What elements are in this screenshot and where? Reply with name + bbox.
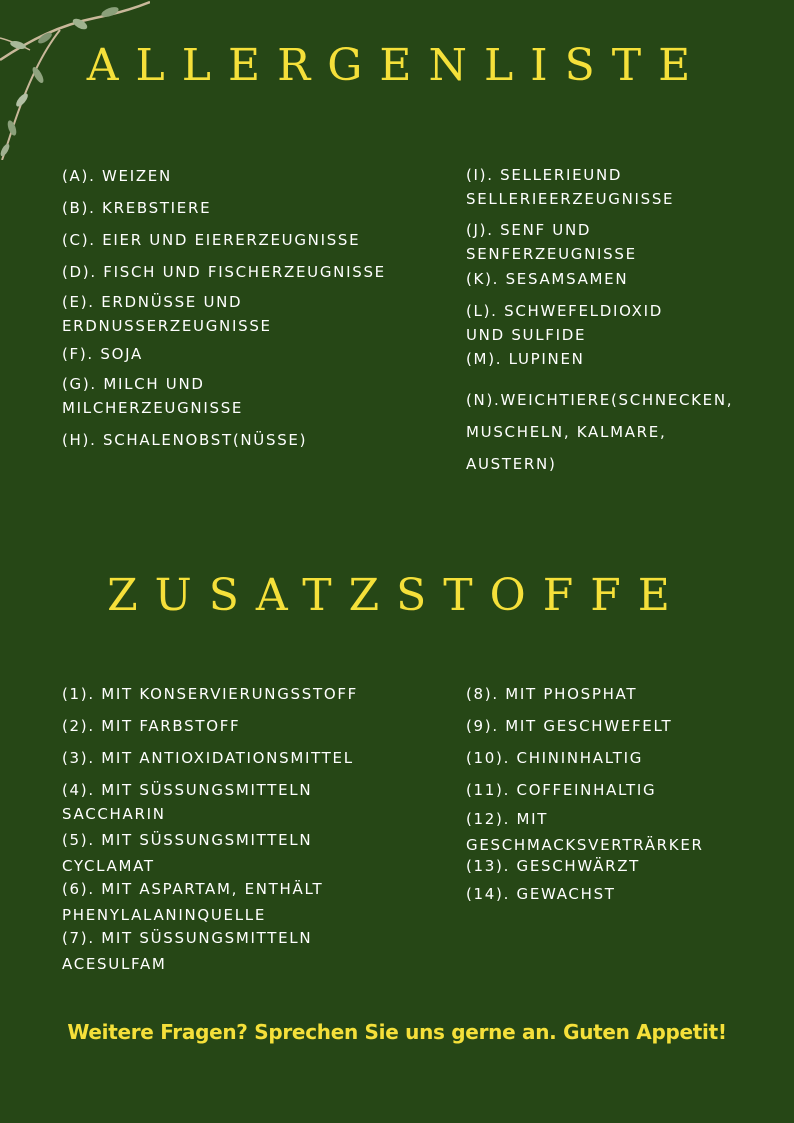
list-item	[466, 778, 656, 802]
allergen-list-title: ALLERGENLISTE	[86, 40, 708, 91]
list-item-line: (7). MIT SÜSSUNGSMITTELN	[62, 929, 313, 947]
list-item-line: (K). SESAMSAMEN	[466, 270, 629, 288]
list-item	[62, 428, 307, 452]
list-item-line: (F). SOJA	[62, 345, 143, 363]
list-item-line: (3). MIT ANTIOXIDATIONSMITTEL	[62, 749, 354, 767]
list-item-line: (11). COFFEINHALTIG	[466, 781, 657, 799]
list-item-line: (10). CHININHALTIG	[466, 749, 644, 767]
list-item	[466, 882, 616, 906]
additives-title: ZUSATZSTOFFE	[107, 570, 687, 621]
footer-message: Weitere Fragen? Sprechen Sie uns gerne an. Guten Appetit!	[67, 1020, 727, 1044]
list-item	[62, 342, 143, 366]
list-item	[62, 827, 312, 879]
list-item-line: ERDNUSSERZEUGNISSE	[62, 317, 272, 335]
list-item-line: (8). MIT PHOSPHAT	[466, 685, 638, 703]
list-item	[62, 372, 243, 420]
list-item-line: (H). SCHALENOBST(NÜSSE)	[62, 431, 308, 449]
list-item-line: (I). SELLERIEUND	[466, 166, 623, 184]
list-item-line: (12). MIT	[466, 810, 549, 828]
list-item-line: (D). FISCH UND FISCHERZEUGNISSE	[62, 263, 386, 281]
list-item	[62, 714, 240, 738]
list-item-line: (G). MILCH UND	[62, 375, 205, 393]
list-item	[62, 164, 172, 188]
list-item-line: (5). MIT SÜSSUNGSMITTELN	[62, 831, 313, 849]
list-item	[466, 299, 663, 347]
list-item	[466, 163, 674, 211]
list-item-line: SELLERIEERZEUGNISSE	[466, 190, 675, 208]
list-item-line: (1). MIT KONSERVIERUNGSSTOFF	[62, 685, 359, 703]
list-item	[62, 925, 312, 977]
list-item-line: (C). EIER UND EIERERZEUGNISSE	[62, 231, 361, 249]
list-item	[62, 260, 386, 284]
list-item-line: (4). MIT SÜSSUNGSMITTELN	[62, 781, 313, 799]
list-item-line: (14). GEWACHST	[466, 885, 616, 903]
list-item	[466, 267, 628, 291]
list-item	[62, 746, 354, 770]
list-item-line: AUSTERN)	[466, 455, 557, 473]
list-item-line: (L). SCHWEFELDIOXID	[466, 302, 664, 320]
list-item-line: (J). SENF UND	[466, 221, 592, 239]
list-item-line: (B). KREBSTIERE	[62, 199, 212, 217]
list-item	[466, 746, 643, 770]
list-item	[466, 854, 640, 878]
list-item	[466, 347, 585, 371]
list-item-line: (9). MIT GESCHWEFELT	[466, 717, 673, 735]
list-item-line: SACCHARIN	[62, 805, 166, 823]
list-item-line: (A). WEIZEN	[62, 167, 172, 185]
list-item	[62, 876, 323, 928]
list-item-line: UND SULFIDE	[466, 326, 587, 344]
list-item	[62, 228, 360, 252]
list-item-line: GESCHMACKSVERTRÄRKER	[466, 836, 704, 854]
list-item	[62, 290, 272, 338]
list-item-line: SENFERZEUGNISSE	[466, 245, 637, 263]
list-item	[466, 806, 704, 858]
list-item	[466, 218, 637, 266]
list-item-line: (13). GESCHWÄRZT	[466, 857, 641, 875]
list-item-line: (N).WEICHTIERE(SCHNECKEN,	[466, 391, 734, 409]
list-item-line: CYCLAMAT	[62, 857, 155, 875]
list-item-line: PHENYLALANINQUELLE	[62, 906, 267, 924]
list-item-line: (6). MIT ASPARTAM, ENTHÄLT	[62, 880, 324, 898]
list-item	[62, 196, 211, 220]
list-item-line: ACESULFAM	[62, 955, 167, 973]
list-item	[62, 778, 312, 826]
list-item-line: (E). ERDNÜSSE UND	[62, 293, 243, 311]
list-item-line: MUSCHELN, KALMARE,	[466, 423, 667, 441]
list-item	[62, 682, 358, 706]
list-item	[466, 682, 637, 706]
list-item-line: (M). LUPINEN	[466, 350, 585, 368]
list-item-line: MILCHERZEUGNISSE	[62, 399, 244, 417]
list-item-line: (2). MIT FARBSTOFF	[62, 717, 241, 735]
list-item	[466, 714, 672, 738]
list-item	[466, 384, 733, 480]
